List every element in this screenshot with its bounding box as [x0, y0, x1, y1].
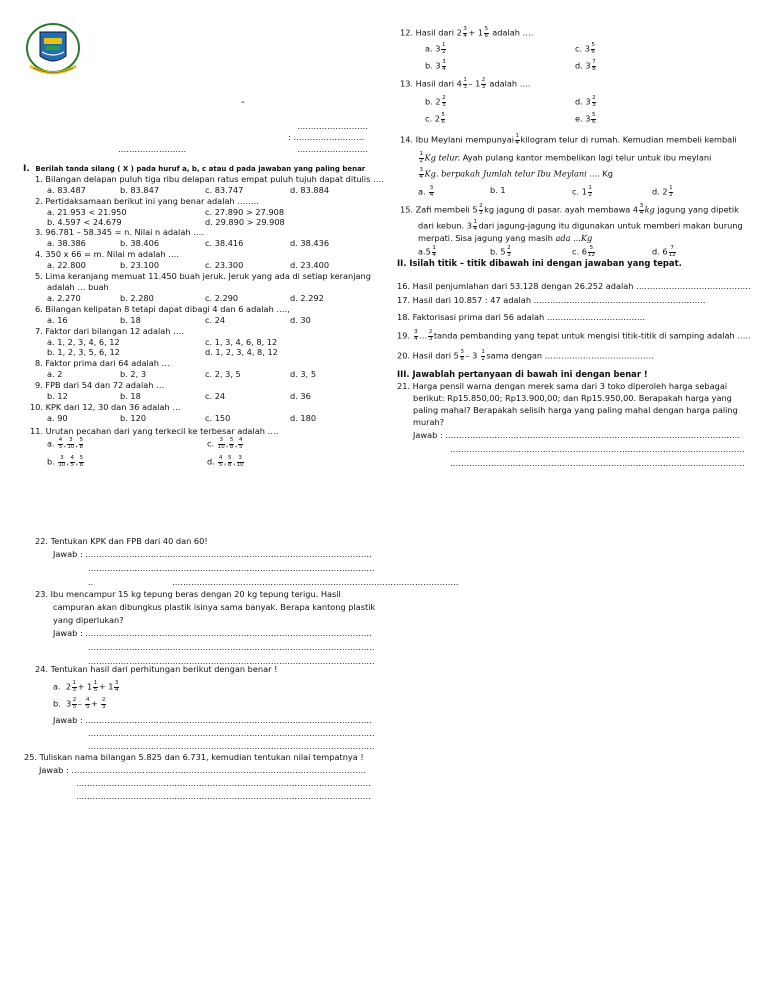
question-8-option-d[interactable]: d. 3, 5: [290, 369, 317, 379]
header-dots-4: ……………………..: [297, 144, 368, 154]
q11-option-d: d. $\frac{4}{5}$ , $\frac{5}{8}$ , $\frac{3}{10}$: [207, 455, 244, 468]
q25-answer-line-1[interactable]: Jawab : ………………………………………………………………………………………………: [39, 765, 367, 775]
q11-b-label: b.: [47, 456, 55, 467]
q14-option-c: c. 1 $\frac{1}{2}$: [572, 185, 592, 198]
q14-line-3: $\frac{3}{4}$ Kg. berpakah Jumlah telur Ibu Meylani .... Kg: [419, 167, 613, 180]
q24-item-a: a. 2 $\frac{1}{3}$ + 1 $\frac{1}{5}$ + 1 $\frac{3}{4}$: [53, 680, 119, 693]
q22-answer-line-2[interactable]: ……………………………………………………………………………………………: [88, 563, 375, 573]
q19-text: 19. $\frac{3}{4}$ … $\frac{2}{3}$ tanda pembanding yang tepat untuk mengisi titik-titik di samping adalah …..: [397, 329, 751, 342]
q13-option-c: c. 2 $\frac{5}{6}$: [425, 112, 445, 125]
question-5-option-c[interactable]: c. 2.290: [205, 293, 239, 303]
question-7-option-b[interactable]: b. 1, 2, 3, 5, 6, 12: [47, 347, 120, 357]
question-4-option-a[interactable]: a. 22.800: [47, 260, 86, 270]
q12-option-d: d. 3 $\frac{7}{8}$: [575, 59, 596, 72]
q21-answer-line-2[interactable]: ………………………………………………………………………………………………: [450, 444, 745, 454]
question-8-option-c[interactable]: c. 2, 3, 5: [205, 369, 241, 379]
q13-option-e: e. 3 $\frac{5}{6}$: [575, 112, 596, 125]
question-10-option-a[interactable]: a. 90: [47, 413, 68, 423]
q13-option-d: d. 3 $\frac{2}{3}$: [575, 95, 596, 108]
q15-line-2: dari kebun. 3 $\frac{1}{4}$ dari jagung-jagung itu digunakan untuk memberi makan burung: [418, 219, 743, 232]
q13-end: adalah ….: [489, 78, 531, 89]
q22-answer-line-3[interactable]: ……………………………………………………………………………………………: [172, 577, 459, 587]
question-10-option-b[interactable]: b. 120: [120, 413, 147, 423]
q12-option-a: a. 3 $\frac{1}{2}$: [425, 42, 446, 55]
question-5-option-a[interactable]: a. 2.270: [47, 293, 81, 303]
question-4-option-b[interactable]: b. 23.100: [120, 260, 160, 270]
school-logo: [24, 22, 82, 80]
q11-d-label: d.: [207, 456, 215, 467]
question-3-option-d[interactable]: d. 38.436: [290, 238, 330, 248]
q23-line-2: campuran akan dibungkus plastik isinya sama banyak. Berapa kantong plastik: [53, 602, 376, 612]
q13-option-b: b. 2 $\frac{2}{3}$: [425, 95, 446, 108]
question-5-option-d[interactable]: d. 2.292: [290, 293, 324, 303]
q13-text: 13. Hasil dari 4 $\frac{1}{3}$ – 1 $\frac{2}{3}$ adalah ….: [400, 77, 531, 90]
question-9-text: 9. FPB dari 54 dan 72 adalah …: [35, 380, 165, 390]
q25-answer-line-3[interactable]: ………………………………………………………………………………………………: [76, 791, 371, 801]
question-7-option-c[interactable]: c. 1, 3, 4, 6, 8, 12: [205, 337, 278, 347]
q21-line-1: 21. Harga pensil warna dengan merek sama dari 3 toko diperoleh harga sebagai: [397, 381, 728, 391]
question-3-option-c[interactable]: c. 38.416: [205, 238, 244, 248]
question-1-text: 1. Bilangan delapan puluh tiga ribu delapan ratus empat puluh tujuh dapat ditulis ….: [35, 174, 384, 184]
q21-answer-line-1[interactable]: Jawab : ………………………………………………………………………………………………: [413, 430, 741, 440]
q12-label: 12. Hasil dari: [400, 27, 455, 38]
question-2-option-d[interactable]: d. 29.890 > 29.908: [205, 217, 285, 227]
q25-answer-line-2[interactable]: ………………………………………………………………………………………………: [76, 778, 371, 788]
question-5-option-b[interactable]: b. 2.280: [120, 293, 154, 303]
header-dots-3: …………………….: [118, 144, 187, 154]
question-4-option-d[interactable]: d. 23.400: [290, 260, 330, 270]
q22-text: 22. Tentukan KPK dan FPB dari 40 dan 60!: [35, 536, 208, 546]
question-1-option-a[interactable]: a. 83.487: [47, 185, 86, 195]
question-10-text: 10. KPK dari 12, 30 dan 36 adalah …: [30, 402, 181, 412]
q16-text: 16. Hasil penjumlahan dari 53.128 dengan 26.252 adalah ……………………………………: [397, 281, 751, 291]
q12-end: adalah ….: [492, 27, 534, 38]
question-9-option-d[interactable]: d. 36: [290, 391, 311, 401]
q15-option-c: c. 6 $\frac{5}{12}$: [572, 245, 595, 258]
q24-item-b: b. 3 $\frac{2}{5}$ – $\frac{4}{5}$ + $\frac{2}{3}$: [53, 697, 106, 710]
q23-answer-line-2[interactable]: ……………………………………………………………………………………………: [88, 642, 375, 652]
question-5-text: 5. Lima keranjang memuat 11.450 buah jeruk. Jeruk yang ada di setiap keranjang: [35, 271, 371, 281]
question-9-option-b[interactable]: b. 18: [120, 391, 141, 401]
question-7-text: 7. Faktor dari bilangan 12 adalah ….: [35, 326, 184, 336]
question-1-option-b[interactable]: b. 83.847: [120, 185, 160, 195]
q15-line-1: 15. Zafi membeli 5 $\frac{2}{3}$ kg jagung di pasar. ayah membawa 4 $\frac{3}{4}$ kg jagung yang dipetik: [400, 203, 739, 216]
q21-line-4: murah?: [413, 417, 445, 427]
section-3-heading: III. Jawablah pertanyaan di bawah ini dengan benar !: [397, 369, 648, 379]
q24-text: 24. Tentukan hasil dari perhitungan berikut dengan benar !: [35, 664, 278, 674]
q21-line-2: berikut: Rp15.850,00; Rp13.900,00; dan Rp15.950,00. Berapakah harga yang: [413, 393, 732, 403]
question-9-option-a[interactable]: b. 12: [47, 391, 68, 401]
q11-option-a: a. $\frac{4}{5}$ , $\frac{3}{10}$ , $\frac{5}{8}$: [47, 437, 83, 450]
q14-option-b: b. 1: [490, 185, 506, 195]
question-10-option-c[interactable]: c. 150: [205, 413, 231, 423]
q25-text: 25. Tuliskan nama bilangan 5.825 dan 6.731, kemudian tentukan nilai tempatnya !: [24, 752, 364, 762]
section-1-instruction: Berilah tanda silang ( X ) pada huruf a, b, c atau d pada jawaban yang paling benar: [35, 165, 366, 173]
q15-line-3: merpati. Sisa jagung yang masih ada ...Kg: [418, 233, 593, 243]
question-7-option-a[interactable]: a. 1, 2, 3, 4, 6, 12: [47, 337, 120, 347]
question-6-option-b[interactable]: b. 18: [120, 315, 141, 325]
question-5-text-cont: adalah … buah: [47, 282, 109, 292]
q14-line-1: 14. Ibu Meylani mempunyai $\frac{1}{4}$ kilogram telur di rumah. Kemudian membeli kembali: [400, 133, 737, 146]
q12-option-c: c. 3 $\frac{5}{6}$: [575, 42, 595, 55]
question-2-option-c[interactable]: c. 27.890 > 27.908: [205, 207, 285, 217]
question-7-option-d[interactable]: d. 1, 2, 3, 4, 8, 12: [205, 347, 278, 357]
q24-answer-line-2[interactable]: ……………………………………………………………………………………………: [88, 728, 375, 738]
q24-answer-line-3[interactable]: ……………………………………………………………………………………………: [88, 741, 375, 751]
q23-line-1: 23. Ibu mencampur 15 kg tepung beras dengan 20 kg tepung terigu. Hasil: [35, 589, 341, 599]
question-6-option-c[interactable]: c. 24: [205, 315, 226, 325]
q21-answer-line-3[interactable]: ………………………………………………………………………………………………: [450, 458, 745, 468]
q22-answer-dots: ..: [88, 577, 94, 587]
question-4-option-c[interactable]: c. 23.300: [205, 260, 244, 270]
q11-text: 11. Urutan pecahan dari yang terkecil ke terbesar adalah ….: [30, 426, 279, 436]
section-2-heading: II. Isilah titik – titik dibawah ini dengan jawaban yang tepat.: [397, 258, 682, 268]
q23-answer-line-3[interactable]: ……………………………………………………………………………………………: [88, 656, 375, 666]
question-2-text: 2. Pertidaksamaan berikut ini yang benar adalah ……..: [35, 196, 259, 206]
q20-text: 20. Hasil dari 5 $\frac{3}{8}$ – 3 $\frac{1}{2}$ sama dengan ………………………………….: [397, 349, 654, 362]
q23-answer-line-1[interactable]: Jawab : ……………………………………………………………………………………………: [53, 628, 372, 638]
q15-option-b: b. 5 $\frac{2}{3}$: [490, 245, 511, 258]
question-3-option-a[interactable]: a. 38.386: [47, 238, 86, 248]
q17-text: 17. Hasil dari 10.857 : 47 adalah ………………………………………………………: [397, 295, 706, 305]
q14-line-2: $\frac{1}{2}$ Kg telur. Ayah pulang kantor membelikan lagi telur untuk ibu meylani: [419, 151, 712, 164]
question-8-option-a[interactable]: a. 2: [47, 369, 63, 379]
q23-line-3: yang diperlukan?: [53, 615, 124, 625]
question-3-option-b[interactable]: b. 38.406: [120, 238, 160, 248]
question-6-text: 6. Bilangan kelipatan 8 tetapi dapat dibagi 4 dan 6 adalah ….,: [35, 304, 290, 314]
question-1-option-d[interactable]: d. 83.884: [290, 185, 330, 195]
question-6-option-d[interactable]: d. 30: [290, 315, 311, 325]
q12-text: 12. Hasil dari 2 $\frac{3}{4}$ + 1 $\frac{5}{6}$ adalah ….: [400, 26, 534, 39]
question-4-text: 4. 350 x 66 = m. Nilai m adalah ….: [35, 249, 180, 259]
question-8-text: 8. Faktor prima dari 64 adalah …: [35, 358, 170, 368]
question-2-option-b[interactable]: b. 4.597 < 24.679: [47, 217, 122, 227]
q11-a-label: a.: [47, 438, 55, 449]
q14-option-a: a. $\frac{3}{4}$: [418, 185, 434, 198]
question-8-option-b[interactable]: b. 2, 3: [120, 369, 147, 379]
question-10-option-d[interactable]: d. 180: [290, 413, 317, 423]
q11-option-c: c. $\frac{3}{10}$ , $\frac{5}{8}$ , $\frac{4}{5}$: [207, 437, 243, 450]
q11-c-label: c.: [207, 438, 215, 449]
header-dots-2: : ……………………..: [288, 132, 365, 142]
q15-option-d: d. 6 $\frac{7}{12}$: [652, 245, 676, 258]
q21-line-3: paling mahal? Berapakah selisih harga yang paling mahal dengan harga paling: [413, 405, 738, 415]
q22-answer-line-1[interactable]: Jawab : ……………………………………………………………………………………………: [53, 549, 372, 559]
section-1-heading: [23, 164, 365, 174]
section-1-roman: I.: [23, 164, 30, 174]
question-6-option-a[interactable]: a. 16: [47, 315, 68, 325]
q24-answer-line-1[interactable]: Jawab : ……………………………………………………………………………………………: [53, 715, 372, 725]
q13-label: 13. Hasil dari: [400, 78, 455, 89]
q11-option-b: b. $\frac{3}{10}$ , $\frac{4}{5}$ , $\frac{5}{8}$: [47, 455, 84, 468]
header-dots-1: ……………………..: [297, 121, 368, 131]
question-2-option-a[interactable]: a. 21.953 < 21.950: [47, 207, 127, 217]
q12-option-b: b. 3 $\frac{3}{4}$: [425, 59, 446, 72]
header-dash: -: [241, 97, 245, 108]
question-9-option-c[interactable]: c. 24: [205, 391, 226, 401]
question-3-text: 3. 96.781 – 58.345 = n. Nilai n adalah ….: [35, 227, 204, 237]
q18-text: 18. Faktorisasi prima dari 56 adalah ………………………………: [397, 312, 646, 322]
q15-option-a: a.5 $\frac{1}{4}$: [418, 245, 436, 258]
q14-option-d: d. 2 $\frac{1}{2}$: [652, 185, 673, 198]
question-1-option-c[interactable]: c. 83.747: [205, 185, 244, 195]
